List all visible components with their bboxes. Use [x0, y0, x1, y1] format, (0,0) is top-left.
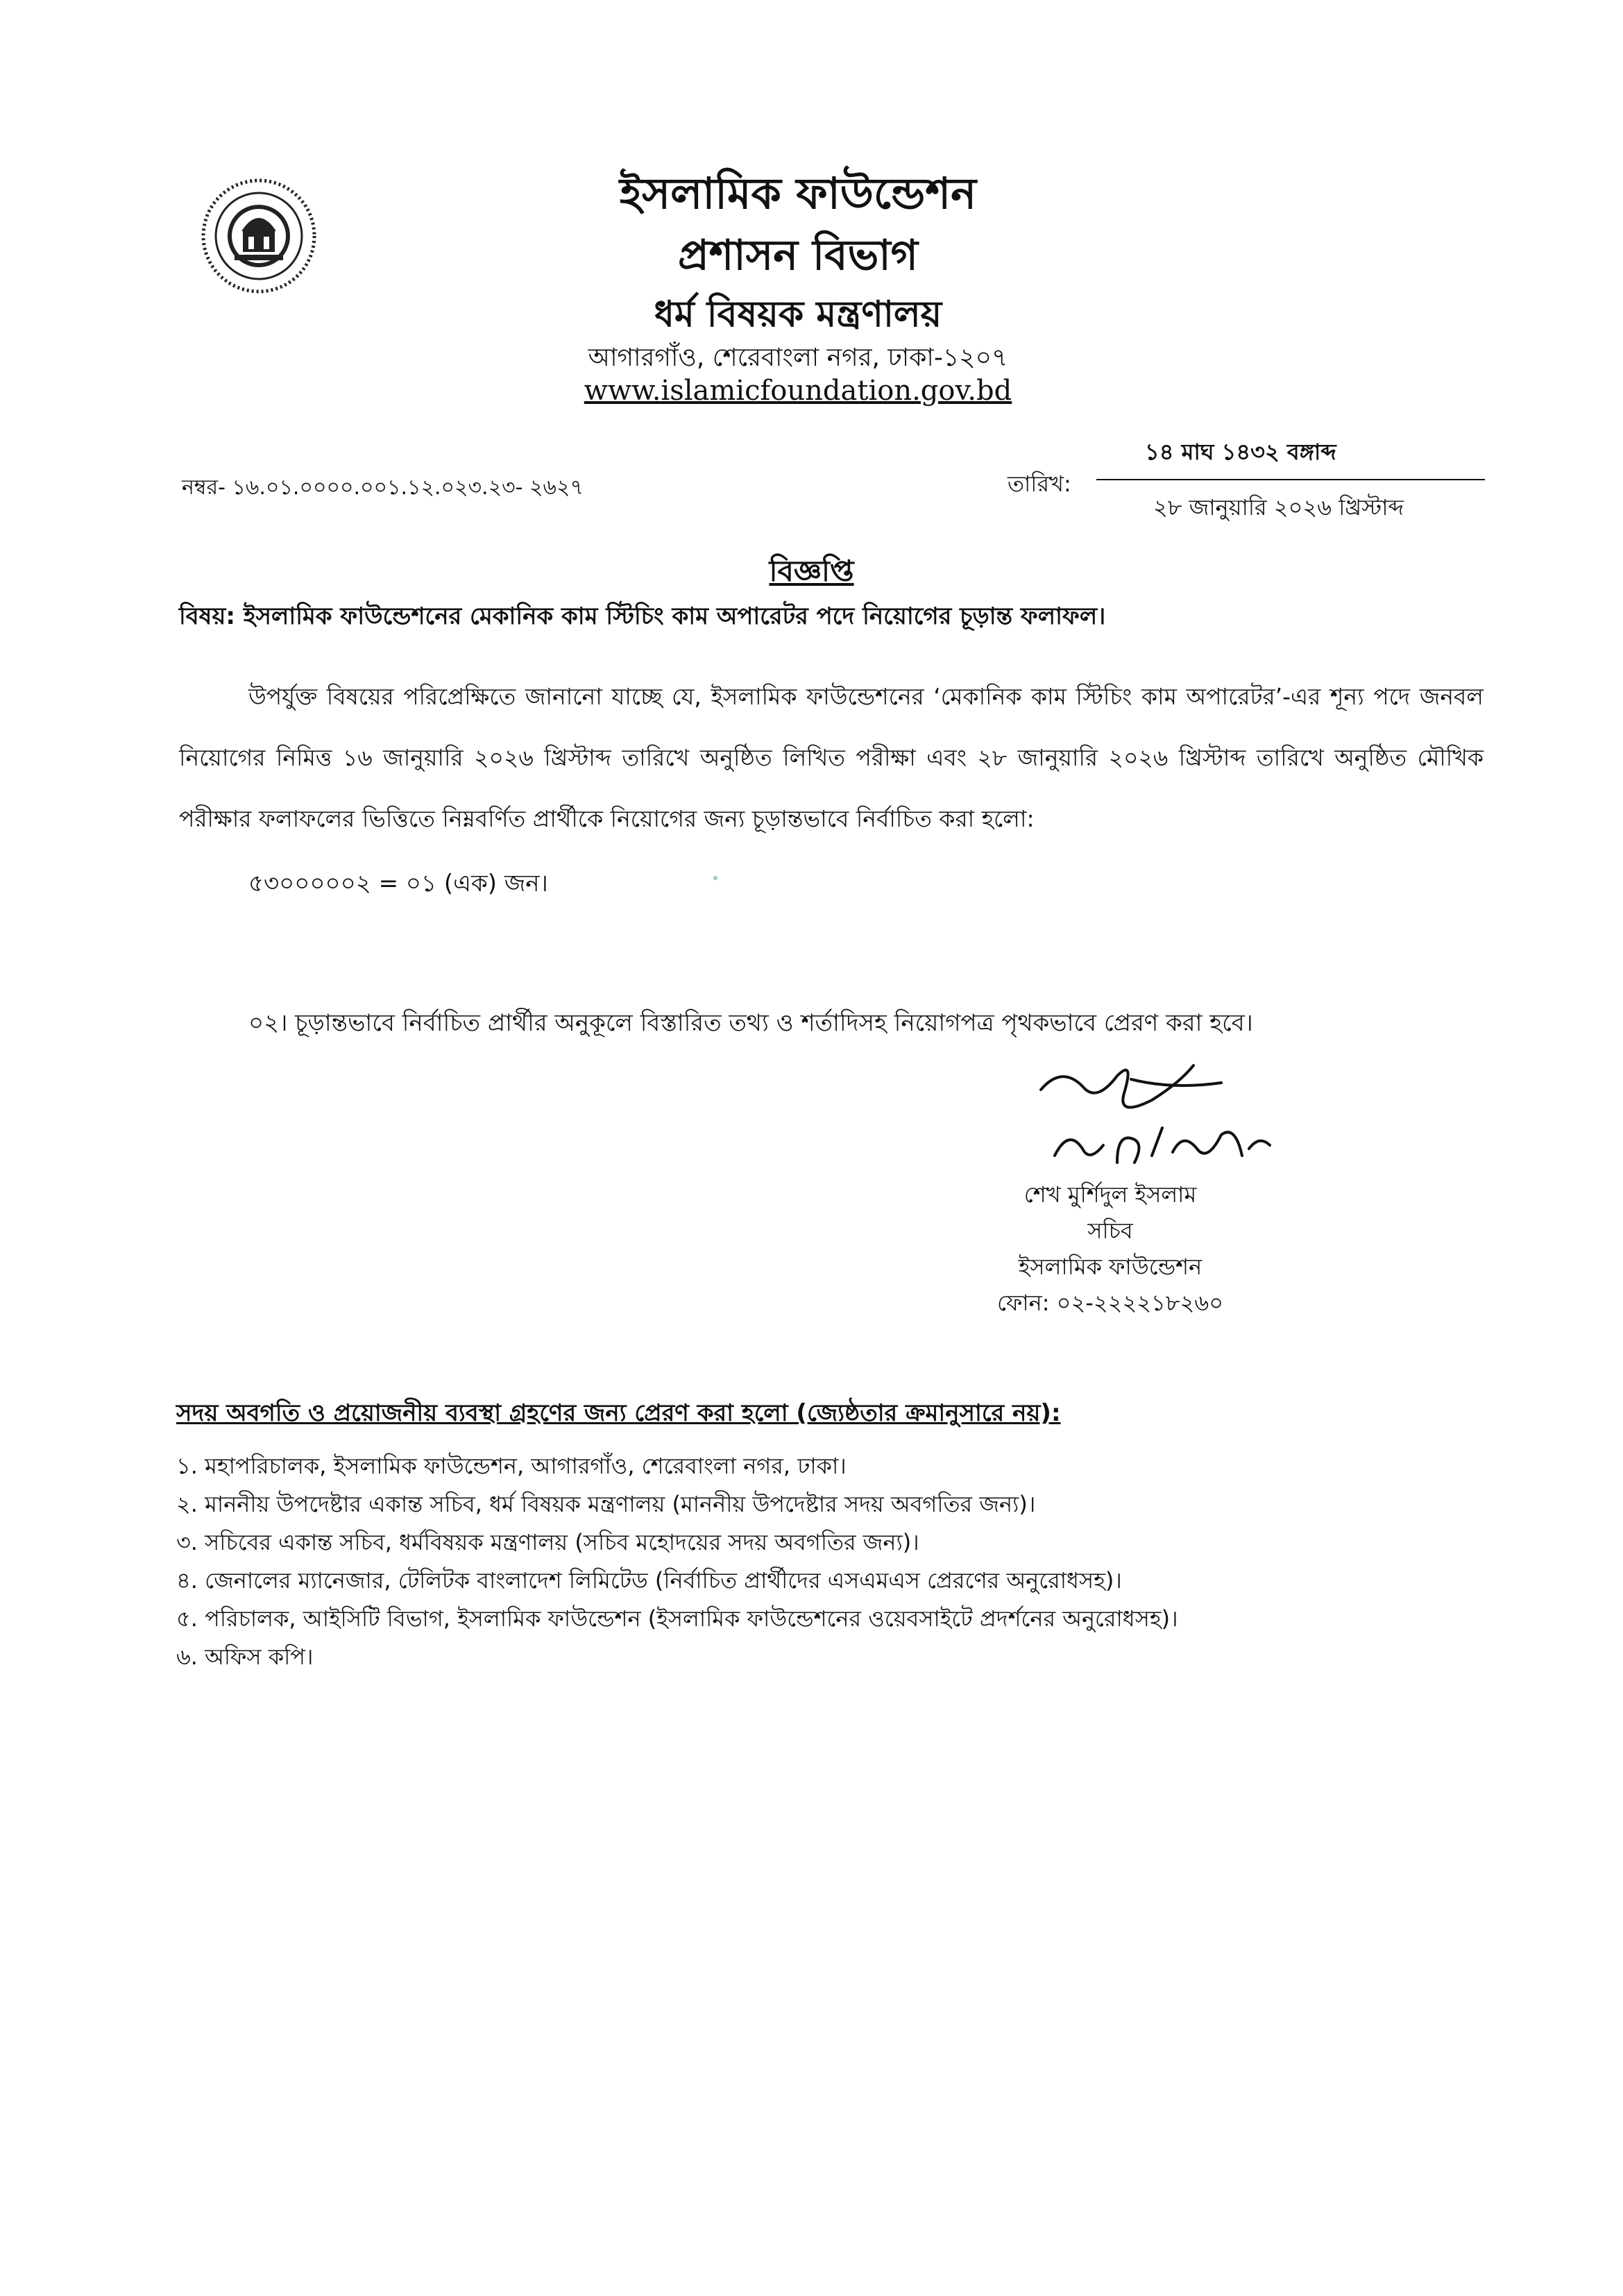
distribution-heading-text: সদয় অবগতি ও প্রয়োজনীয় ব্যবস্থা গ্রহণের জন্য প্রেরণ করা হলো (জ্যেষ্ঠতার ক্রমানুসারে নয়):	[176, 1399, 1061, 1427]
notice-title-text: বিজ্ঞপ্তি	[769, 554, 854, 588]
list-item: ১. মহাপরিচালক, ইসলামিক ফাউন্ডেশন, আগারগাঁও, শেরেবাংলা নগর, ঢাকা।	[176, 1453, 847, 1479]
notice-title	[0, 548, 1623, 598]
website-text[interactable]: www.islamicfoundation.gov.bd	[584, 375, 1012, 407]
list-item: ৩. সচিবের একান্ত সচিব, ধর্মবিষয়ক মন্ত্রণালয় (সচিব মহোদয়ের সদয় অবগতির জন্য)।	[176, 1529, 919, 1555]
distribution-list	[176, 1447, 1495, 1676]
list-item: ২. মাননীয় উপদেষ্টার একান্ত সচিব, ধর্ম বিষয়ক মন্ত্রণালয় (মাননীয় উপদেষ্টার সদয় অবগতির জন্য)।	[176, 1491, 1036, 1517]
date-divider	[1096, 479, 1485, 480]
office-address: আগারগাঁও, শেরেবাংলা নগর, ঢাকা-১২০৭	[588, 344, 1008, 372]
ministry-name: ধর্ম বিষয়ক মন্ত্রণালয়	[654, 294, 942, 335]
list-item: ৫. পরিচালক, আইসিটি বিভাগ, ইসলামিক ফাউন্ডেশন (ইসলামিক ফাউন্ডেশনের ওয়েবসাইটে প্রদর্শনের অনুরোধসহ)।	[176, 1605, 1178, 1632]
signatory-title: সচিব	[1087, 1217, 1133, 1244]
selected-candidate: ৫৩০০০০০২ = ০১ (এক) জন।	[248, 870, 548, 897]
memo-number: নম্বর- ১৬.০১.০০০০.০০১.১২.০২৩.২৩- ২৬২৭	[182, 475, 584, 500]
date-english: ২৮ জানুয়ারি ২০২৬ খ্রিস্টাব্দ	[1153, 494, 1404, 521]
website-link[interactable]	[139, 375, 1457, 407]
list-item: ৬. অফিস কপি।	[176, 1644, 314, 1670]
scan-speck	[713, 876, 717, 880]
distribution-heading	[176, 1395, 1061, 1435]
notice-point-2: ০২। চূড়ান্তভাবে নির্বাচিত প্রার্থীর অনুকূলে বিস্তারিত তথ্য ও শর্তাদিসহ নিয়োগপত্র পৃথকভাবে প্রেরণ করা হবে।	[248, 1009, 1253, 1037]
date-label: তারিখ:	[1008, 471, 1071, 497]
signatory-name: শেখ মুর্শিদুল ইসলাম	[1023, 1181, 1197, 1208]
list-item: ৪. জেনালের ম্যানেজার, টেলিটক বাংলাদেশ লিমিটেড (নির্বাচিত প্রার্থীদের এসএমএস প্রেরণের অনুরোধসহ)।	[176, 1567, 1122, 1594]
notice-body: উপর্যুক্ত বিষয়ের পরিপ্রেক্ষিতে জানানো যাচ্ছে যে, ইসলামিক ফাউন্ডেশনের ‘মেকানিক কাম স্টিচিং কাম অপারেটর’-এর শূন্য পদে জনবল নিয়োগের নিমিত্ত ১৬ জানুয়ারি ২০২৬ খ্রিস্টাব্দ তারিখে অনুষ্ঠিত লিখিত পরীক্ষা এবং ২৮ জানুয়ারি ২০২৬ খ্রিস্টাব্দ তারিখে অনুষ্ঠিত মৌখিক পরীক্ষার ফলাফলের ভিত্তিতে নিম্নবর্ণিত প্রার্থীকে নিয়োগের জন্য চূড়ান্তভাবে নির্বাচিত করা হলো:	[179, 683, 1484, 832]
signatory-block	[944, 1176, 1277, 1321]
org-name: ইসলামিক ফাউন্ডেশন	[619, 168, 977, 219]
department-name: প্রশাসন বিভাগ	[677, 231, 918, 280]
notice-subject: বিষয়: ইসলামিক ফাউন্ডেশনের মেকানিক কাম স্টিচিং কাম অপারেটর পদে নিয়োগের চূড়ান্ত ফলাফল।	[179, 602, 1106, 630]
signatory-phone: ফোন: ০২-২২২২১৮২৬০	[996, 1290, 1224, 1316]
signatory-org: ইসলামিক ফাউন্ডেশন	[1018, 1253, 1203, 1280]
date-bangla: ১৪ মাঘ ১৪৩২ বঙ্গাব্দ	[1145, 439, 1336, 465]
signature-icon	[1013, 1052, 1277, 1190]
